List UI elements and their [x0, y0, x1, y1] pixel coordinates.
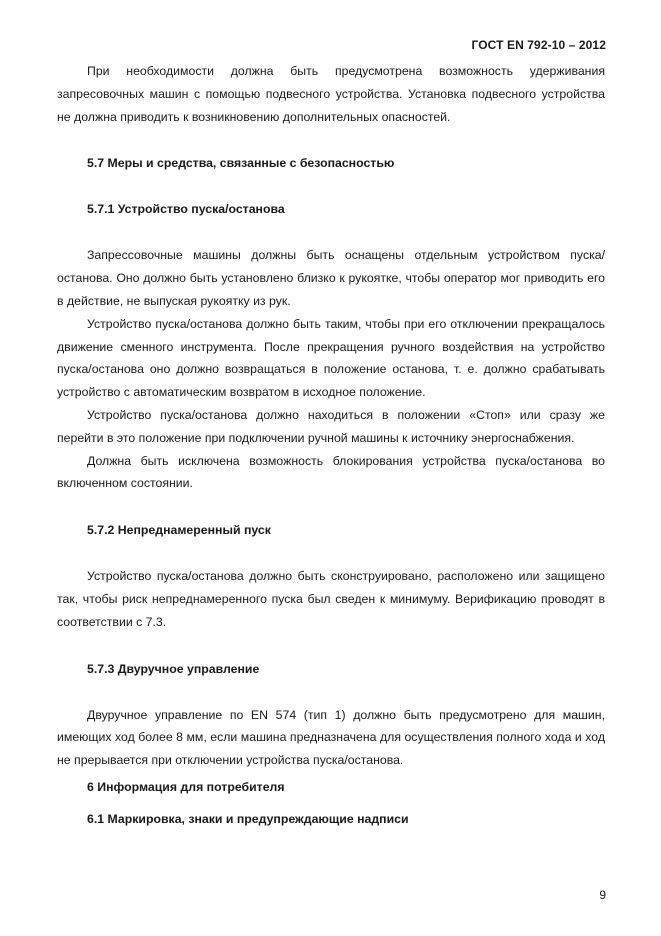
paragraph-5-7-1-d: Должна быть исключена возможность блокирования устройства пуска/останова во включенном состоянии.	[57, 453, 605, 491]
document-body	[57, 60, 605, 830]
paragraph-5-7-1-c: Устройство пуска/останова должно находиться в положении «Стоп» или сразу же перейти в это положение при подключении ручной машины к источнику энергоснабжения.	[57, 407, 605, 445]
document-header: ГОСТ EN 792-10 – 2012	[471, 38, 606, 52]
heading-6: 6 Информация для потребителя	[87, 779, 285, 794]
paragraph-5-7-2: Устройство пуска/останова должно быть сконструировано, расположено или защищено так, чтобы риск непреднамеренного пуска был сведен к минимуму. Верификацию проводят в соответствии с 7.3.	[57, 569, 605, 629]
heading-5-7: 5.7 Меры и средства, связанные с безопасностью	[87, 156, 395, 171]
paragraph-5-7-1-a: Запрессовочные машины должны быть оснащены отдельным устройством пуска/останова. Оно должно быть установлено близко к рукоятке, чтобы оператор мог приводить его в действие, не выпуская рукоятку из рук.	[57, 248, 605, 308]
paragraph-5-7-1-b: Устройство пуска/останова должно быть таким, чтобы при его отключении прекращалось движение сменного инструмента. После прекращения ручного воздействия на устройство пуска/останова оно должно возвращаться в положение останова, т. е. должно срабатывать устройство с автоматическим возвратом в исходное положение.	[57, 316, 605, 400]
heading-5-7-3: 5.7.3 Двуручное управление	[87, 661, 260, 676]
heading-6-1: 6.1 Маркировка, знаки и предупреждающие надписи	[87, 811, 409, 826]
paragraph-suspension: При необходимости должна быть предусмотрена возможность удерживания запресовочных машин с помощью подвесного устройства. Установка подвесного устройства не должна приводить к возникновению дополнительных опасностей.	[57, 64, 605, 124]
heading-5-7-1: 5.7.1 Устройство пуска/останова	[87, 202, 285, 217]
page-number: 9	[599, 888, 606, 902]
paragraph-5-7-3: Двуручное управление по EN 574 (тип 1) должно быть предусмотрено для машин, имеющих ход более 8 мм, если машина предназначена для осуществления полного хода и ход не прерывается при отключении устройства пуска/останова.	[57, 707, 605, 768]
heading-5-7-2: 5.7.2 Непреднамеренный пуск	[87, 523, 271, 538]
